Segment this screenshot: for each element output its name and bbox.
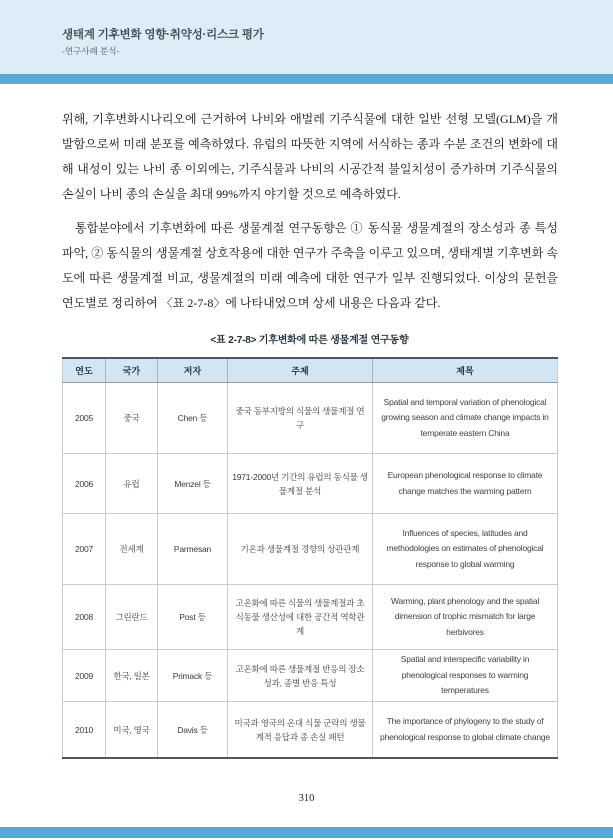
cell-title: The importance of phylogeny to the study of phenological response to global climate change: [373, 702, 558, 759]
cell-title: Spatial and temporal variation of phenological growing season and climate change impacts in temperate eastern China: [373, 383, 558, 454]
table-header-row: [63, 358, 558, 383]
cell-year: 2006: [63, 454, 106, 514]
cell-author: Post 등: [158, 585, 228, 650]
cell-year: 2005: [63, 383, 106, 454]
cell-topic: 고온화에 따른 생물계절 반응의 장소성과, 종별 반응 특성: [228, 650, 373, 702]
cell-author: Parmesan: [158, 514, 228, 585]
table-row: [63, 383, 558, 454]
table-row: [63, 650, 558, 702]
cell-country: 유럽: [106, 454, 158, 514]
cell-year: 2009: [63, 650, 106, 702]
table-row: [63, 585, 558, 650]
header-accent-bar: [0, 74, 613, 84]
cell-topic: 미국과 영국의 온대 식물 군락의 생물계적 응답과 종 손실 패턴: [228, 702, 373, 759]
cell-title: European phenological response to climate change matches the warming pattern: [373, 454, 558, 514]
footer-accent-bar: [0, 827, 613, 838]
cell-country: 그린란드: [106, 585, 158, 650]
chapter-title: 생태계 기후변화 영향·취약성·리스크 평가: [62, 29, 264, 41]
cell-title: Spatial and interspecific variability in phenological responses to warming temperatures: [373, 650, 558, 702]
running-header: [62, 28, 264, 56]
cell-country: 미국, 영국: [106, 702, 158, 759]
table-row: [63, 702, 558, 759]
paragraph: 통합분야에서 기후변화에 따른 생물계절 연구동향은 ① 동식물 생물계절의 장소성과 종 특성 파악, ② 동식물의 생물계절 상호작용에 대한 연구가 주축을 이루고 있으며, 생태계별 기후변화 속도에 따른 생물계절 비교, 생물계절의 미래 예측에 대한 연구가 일부 진행되었다. 이상의 문헌을 연도별로 정리하여 〈표 2-7-8〉에 나타내었으며 상세 내용은 다음과 같다.: [62, 221, 558, 310]
cell-topic: 중국 동부지방의 식물의 생물계절 연구: [228, 383, 373, 454]
cell-year: 2007: [63, 514, 106, 585]
cell-country: 한국, 일본: [106, 650, 158, 702]
column-header-year: 연도: [63, 358, 106, 383]
cell-topic: 고온화에 따른 식물의 생물계절과 초식동물 생산성에 대한 공간적 역학관계: [228, 585, 373, 650]
table-row: [63, 454, 558, 514]
cell-author: Chen 등: [158, 383, 228, 454]
cell-year: 2010: [63, 702, 106, 759]
cell-topic: 기온과 생물계절 경향의 상관관계: [228, 514, 373, 585]
cell-country: 전세계: [106, 514, 158, 585]
paragraph: 위해, 기후변화시나리오에 근거하여 나비와 애벌레 기주식물에 대한 일반 선형 모델(GLM)을 개발함으로써 미래 분포를 예측하였다. 유럽의 따뜻한 지역에 서식하는 종과 수분 조건의 변화에 대해 내성이 있는 나비 종 이외에는, 기주식물과 나비의 시공간적 불일치성이 증가하며 기주식물의 손실이 나비 종의 손실을 최대 99%까지 야기할 것으로 예측하였다.: [62, 112, 558, 201]
table-caption: <표 2-7-8> 기후변화에 따른 생물계절 연구동향: [210, 335, 409, 346]
cell-country: 중국: [106, 383, 158, 454]
column-header-country: 국가: [106, 358, 158, 383]
cell-topic: 1971-2000년 기간의 유럽의 동식물 생물계절 분석: [228, 454, 373, 514]
cell-title: Warming, plant phenology and the spatial dimension of trophic mismatch for large herbivores: [373, 585, 558, 650]
column-header-author: 저자: [158, 358, 228, 383]
table-row: [63, 514, 558, 585]
cell-year: 2008: [63, 585, 106, 650]
cell-author: Davis 등: [158, 702, 228, 759]
cell-author: Primack 등: [158, 650, 228, 702]
chapter-subtitle: -연구사례 분석-: [62, 46, 120, 56]
table-body: [63, 383, 558, 759]
column-header-title: 제목: [373, 358, 558, 383]
body-text: [62, 107, 558, 316]
cell-author: Menzel 등: [158, 454, 228, 514]
page-header-band: [0, 0, 613, 74]
page-number: 310: [298, 793, 315, 804]
research-trends-table: [62, 357, 558, 759]
cell-title: Influences of species, latitudes and methodologies on estimates of phenological response to global warming: [373, 514, 558, 585]
column-header-topic: 주제: [228, 358, 373, 383]
